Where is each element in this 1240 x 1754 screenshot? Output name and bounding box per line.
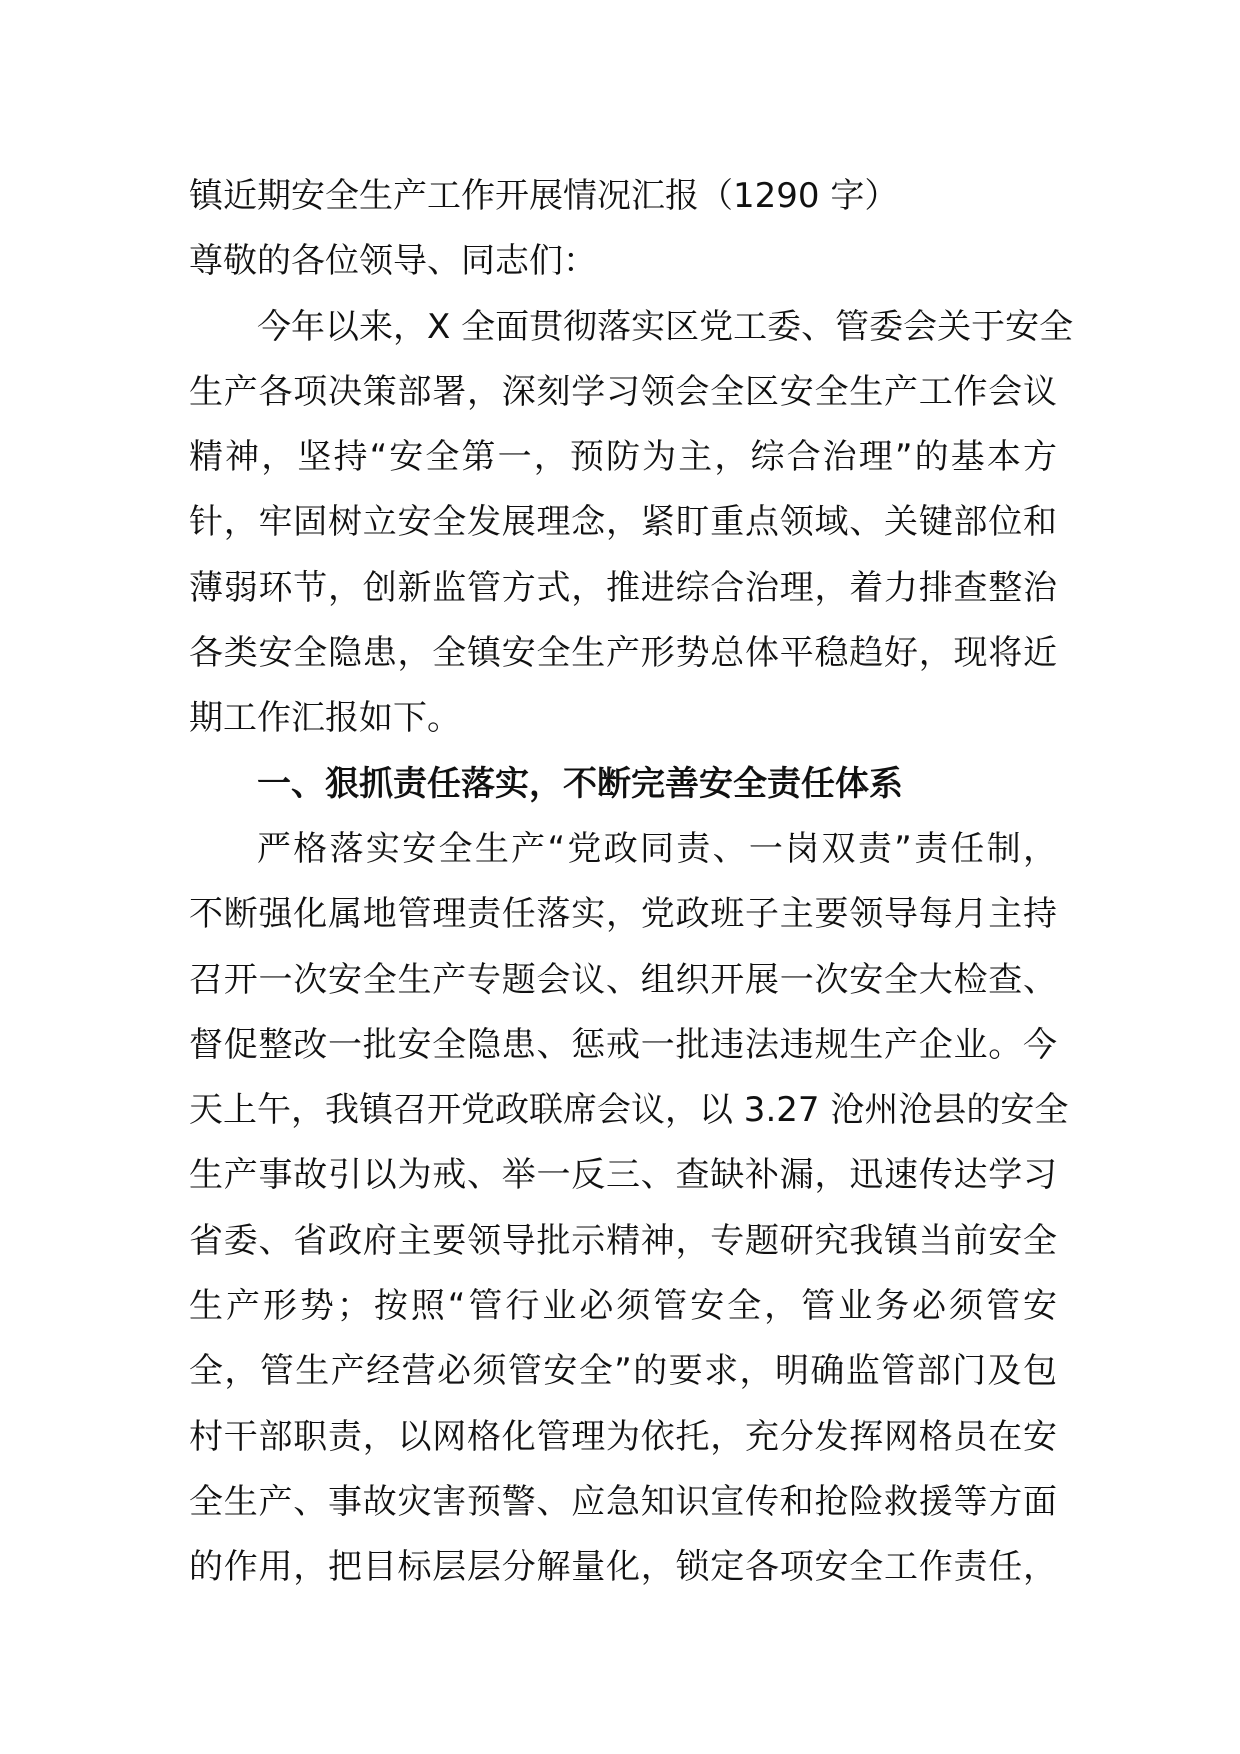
- paragraph-line: 期工作汇报如下。: [189, 698, 461, 739]
- paragraph-line: 省委、省政府主要领导批示精神，专题研究我镇当前安全: [189, 1220, 1057, 1261]
- paragraph-line: 各类安全隐患，全镇安全生产形势总体平稳趋好，现将近: [189, 633, 1057, 674]
- paragraph-line: 生产各项决策部署，深刻学习领会全区安全生产工作会议: [189, 371, 1057, 412]
- paragraph-line: 全，管生产经营必须管安全”的要求，明确监管部门及包: [189, 1351, 1057, 1392]
- paragraph-responsibility: [189, 817, 1069, 1601]
- paragraph-line: 督促整改一批安全隐患、惩戒一批违法违规生产企业。今: [189, 1024, 1057, 1065]
- paragraph-intro: [189, 295, 1074, 752]
- greeting: 尊敬的各位领导、同志们：: [189, 241, 597, 282]
- paragraph-line: 天上午，我镇召开党政联席会议，以 3.27 沧州沧县的安全: [189, 1090, 1069, 1131]
- paragraph-line: 生产事故引以为戒、举一反三、查缺补漏，迅速传达学习: [189, 1155, 1057, 1196]
- paragraph-line: 精神，坚持“安全第一，预防为主，综合治理”的基本方: [189, 437, 1057, 478]
- section-heading: 一、狠抓责任落实，不断完善安全责任体系: [257, 763, 903, 804]
- paragraph-line: 村干部职责，以网格化管理为依托，充分发挥网格员在安: [189, 1416, 1057, 1457]
- paragraph-line: 生产形势；按照“管行业必须管安全，管业务必须管安: [189, 1286, 1057, 1327]
- paragraph-line: 今年以来，X 全面贯彻落实区党工委、管委会关于安全: [257, 306, 1074, 347]
- document-title: 镇近期安全生产工作开展情况汇报（1290 字）: [189, 176, 899, 216]
- paragraph-line: 严格落实安全生产“党政同责、一岗双责”责任制，: [257, 828, 1057, 869]
- paragraph-line: 针，牢固树立安全发展理念，紧盯重点领域、关键部位和: [189, 502, 1057, 543]
- document-page: [189, 164, 1074, 1601]
- paragraph-line: 的作用，把目标层层分解量化，锁定各项安全工作责任，: [189, 1547, 1057, 1588]
- paragraph-line: 召开一次安全生产专题会议、组织开展一次安全大检查、: [189, 959, 1057, 1000]
- paragraph-line: 不断强化属地管理责任落实，党政班子主要领导每月主持: [189, 894, 1057, 935]
- paragraph-line: 全生产、事故灾害预警、应急知识宣传和抢险救援等方面: [189, 1481, 1057, 1522]
- paragraph-line: 薄弱环节，创新监管方式，推进综合治理，着力排查整治: [189, 567, 1057, 608]
